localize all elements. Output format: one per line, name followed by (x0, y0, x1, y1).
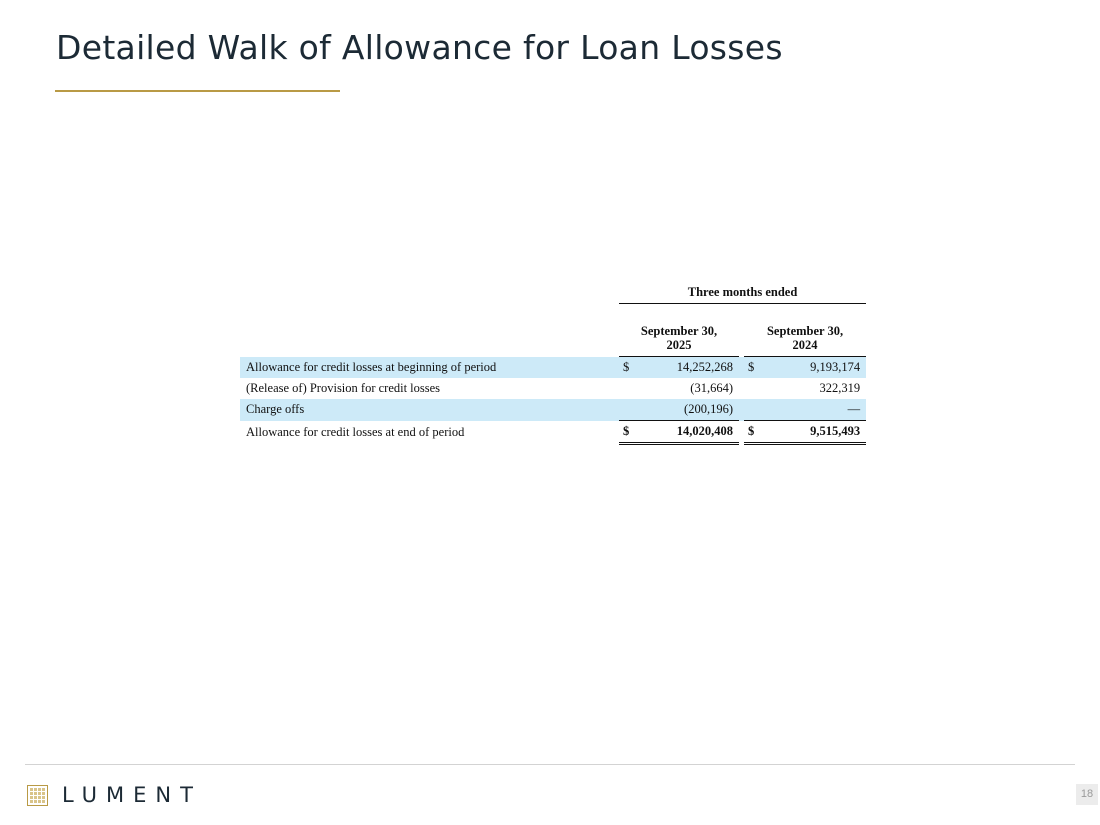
row-label: Allowance for credit losses at beginning of period (240, 357, 615, 379)
value-2024: — (764, 399, 866, 421)
footer-divider (25, 764, 1075, 765)
logo-wordmark: LUMENT (62, 783, 202, 807)
table-row (240, 378, 866, 399)
value-2025: 14,020,408 (639, 421, 739, 444)
allowance-table (240, 282, 866, 445)
value-2024: 9,193,174 (764, 357, 866, 379)
value-2024: 322,319 (819, 381, 861, 395)
value-2025: (200,196) (639, 399, 739, 421)
period-header: Three months ended (687, 285, 798, 300)
currency-symbol (744, 378, 764, 399)
row-label: Charge offs (240, 399, 615, 421)
value-2025: (31,664) (690, 381, 733, 395)
title-underline (55, 90, 340, 92)
page-number: 18 (1076, 784, 1098, 805)
currency-symbol: $ (619, 357, 639, 379)
table-row-total (240, 421, 866, 444)
value-2025: 14,252,268 (639, 357, 739, 379)
slide-title: Detailed Walk of Allowance for Loan Losses (56, 28, 783, 67)
column-header-2024: September 30, 2024 (744, 324, 866, 357)
column-header-2025: September 30, 2025 (619, 324, 739, 357)
row-label: Allowance for credit losses at end of period (246, 424, 465, 439)
table-row (240, 357, 866, 379)
period-header-rule (619, 303, 866, 324)
row-label: (Release of) Provision for credit losses (246, 381, 441, 395)
currency-symbol (619, 378, 639, 399)
currency-symbol (619, 399, 639, 421)
table-row (240, 399, 866, 421)
currency-symbol: $ (744, 421, 764, 444)
currency-symbol (744, 399, 764, 421)
logo-grid-icon (27, 785, 48, 806)
lument-logo (27, 783, 202, 807)
currency-symbol: $ (744, 357, 764, 379)
currency-symbol: $ (619, 421, 639, 444)
value-2024: 9,515,493 (764, 421, 866, 444)
